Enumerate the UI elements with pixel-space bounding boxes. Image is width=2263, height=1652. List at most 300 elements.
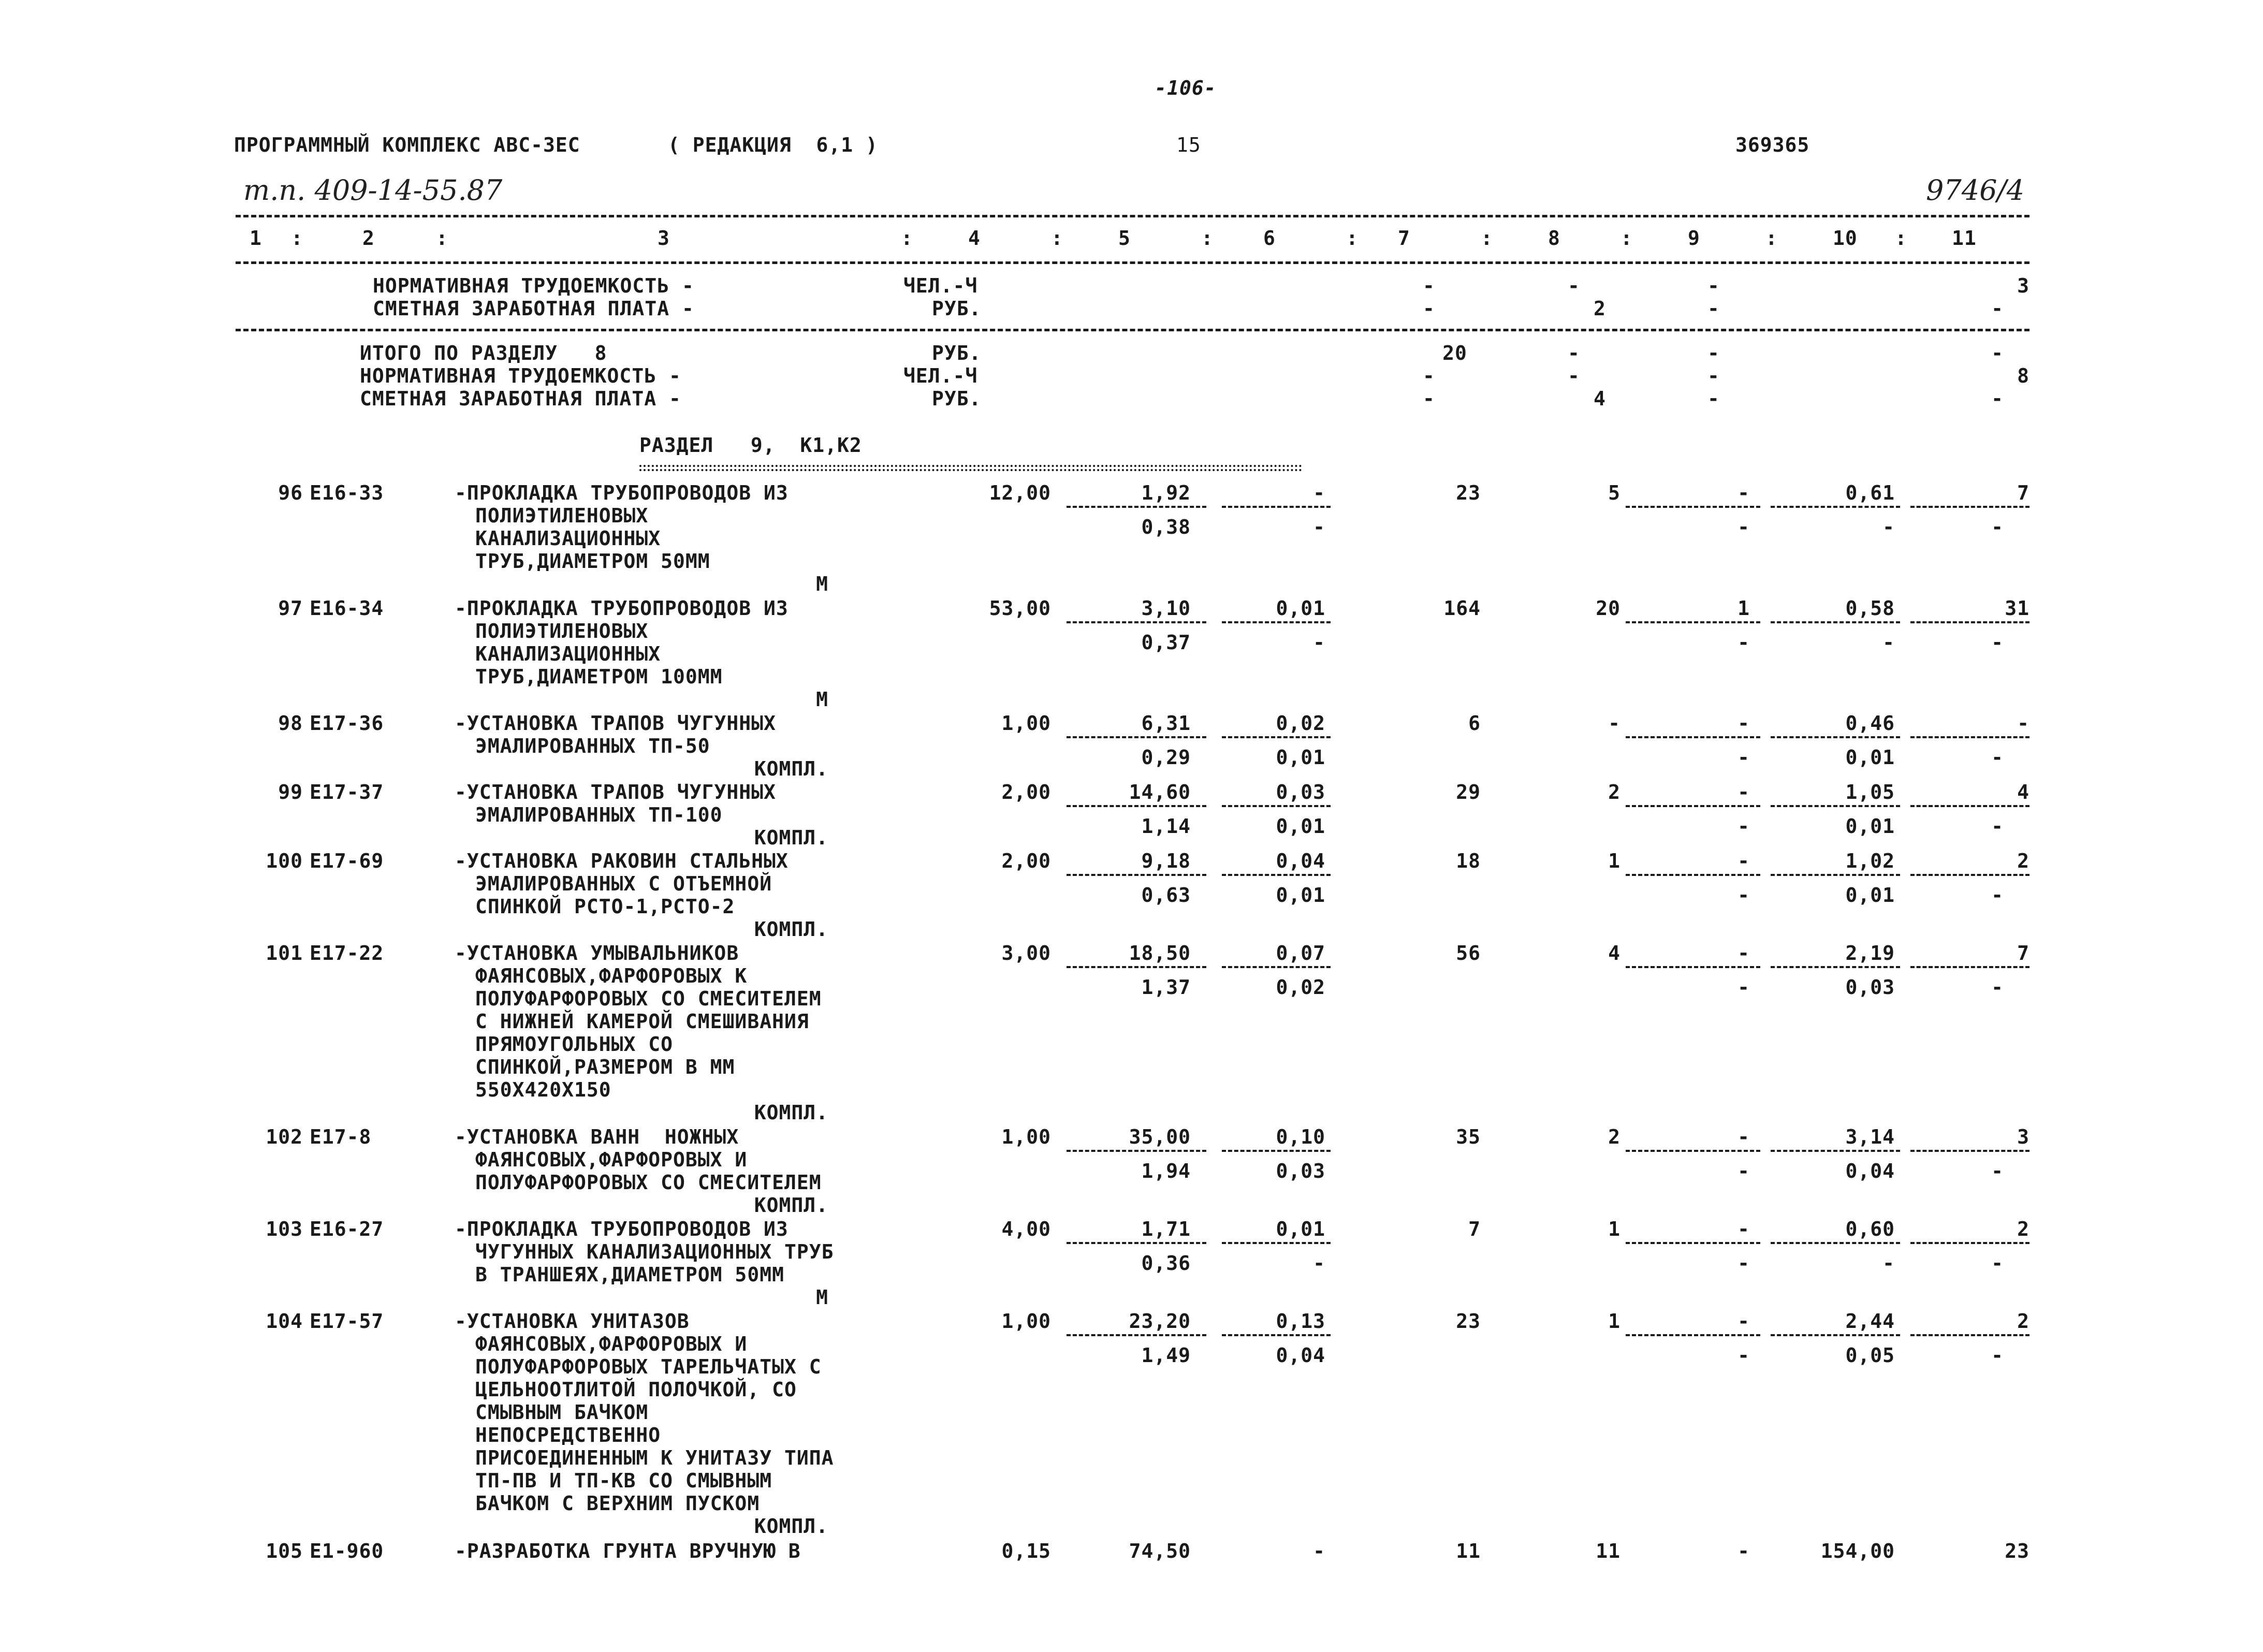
summary-labor-c11: 3 (2017, 274, 2030, 297)
handwritten-project-number: т.п. 409-14-55.87 (243, 174, 503, 207)
row-labor-machinist-total: - (1991, 815, 2004, 838)
row-code: Е17-8 (310, 1125, 372, 1148)
row-labor-total: 2 (2017, 1218, 2030, 1240)
row-labor-unit: 0,58 (1845, 597, 1895, 620)
row-number: 104 (266, 1310, 303, 1333)
row-number: 96 (278, 481, 303, 504)
row-unit-cost: 23,20 (1129, 1310, 1191, 1333)
row-unit-cost: 74,50 (1129, 1540, 1191, 1562)
row-total-machine: - (1738, 1540, 1750, 1562)
column-divider: : (1895, 227, 1907, 250)
row-code: Е17-36 (310, 712, 384, 735)
row-labor-total: 2 (2017, 850, 2030, 872)
row-description-line: -РАЗРАБОТКА ГРУНТА ВРУЧНУЮ В (455, 1540, 801, 1562)
total-wage-c9: - (1707, 387, 1720, 410)
row-quantity: 1,00 (1001, 1310, 1051, 1333)
value-separator-line (1626, 506, 1760, 508)
summary-rule (236, 329, 2030, 331)
row-total-cost: 35 (1456, 1125, 1481, 1148)
total-c8: - (1568, 342, 1580, 364)
row-total-cost: 164 (1443, 597, 1481, 620)
row-unit: КОМПЛ. (754, 1101, 828, 1124)
value-separator-line (1067, 1334, 1206, 1336)
row-quantity: 2,00 (1001, 850, 1051, 872)
row-quantity: 3,00 (1001, 942, 1051, 964)
value-separator-line (1222, 621, 1331, 623)
row-description-line: ЭМАЛИРОВАННЫХ С ОТЪЕМНОЙ (475, 872, 772, 895)
value-separator-line (1771, 621, 1900, 623)
total-labor-c7: - (1423, 364, 1435, 387)
value-separator-line (1910, 621, 2030, 623)
value-separator-line (1626, 1242, 1760, 1244)
row-unit: КОМПЛ. (754, 826, 828, 849)
row-total-wage: 4 (1608, 942, 1620, 964)
row-unit-machinist-wage: 0,03 (1276, 1160, 1325, 1182)
row-quantity: 4,00 (1001, 1218, 1051, 1240)
row-labor-unit: 0,60 (1845, 1218, 1895, 1240)
row-labor-machinist-unit: - (1882, 516, 1895, 538)
row-description-line: ТРУБ,ДИАМЕТРОМ 100ММ (475, 665, 723, 688)
summary-wage-label: СМЕТНАЯ ЗАРАБОТНАЯ ПЛАТА - (373, 297, 694, 320)
row-unit-machine-cost: - (1313, 481, 1325, 504)
value-separator-line (1222, 1242, 1331, 1244)
row-number: 102 (266, 1125, 303, 1148)
row-labor-machinist-total: - (1991, 884, 2004, 907)
row-total-machine: 1 (1738, 597, 1750, 620)
row-total-cost: 6 (1468, 712, 1481, 735)
column-header-6: 6 (1263, 227, 1276, 250)
row-unit-cost: 3,10 (1141, 597, 1191, 620)
row-unit-machine-cost: - (1313, 1540, 1325, 1562)
summary-labor-c7: - (1423, 274, 1435, 297)
row-total-machine: - (1738, 942, 1750, 964)
column-divider: : (1051, 227, 1063, 250)
row-unit: КОМПЛ. (754, 1194, 828, 1217)
row-total-machinist-wage: - (1738, 631, 1750, 654)
value-separator-line (1222, 506, 1331, 508)
row-labor-machinist-unit: 0,01 (1845, 815, 1895, 838)
total-wage-unit: РУБ. (932, 387, 982, 410)
value-separator-line (1771, 506, 1900, 508)
column-divider: : (901, 227, 913, 250)
total-wage-c8: 4 (1594, 387, 1606, 410)
row-total-wage: 11 (1596, 1540, 1620, 1562)
value-separator-line (1222, 1150, 1331, 1152)
row-unit-wage: 1,37 (1141, 976, 1191, 999)
row-description-line: ТРУБ,ДИАМЕТРОМ 50ММ (475, 550, 710, 573)
row-labor-total: 3 (2017, 1125, 2030, 1148)
column-header-1: 1 (250, 227, 262, 250)
row-description-line: ПРЯМОУГОЛЬНЫХ СО (475, 1033, 674, 1056)
row-description-line: -УСТАНОВКА УНИТАЗОВ (455, 1310, 690, 1333)
top-rule (236, 215, 2030, 217)
row-unit-wage: 1,14 (1141, 815, 1191, 838)
column-divider: : (436, 227, 448, 250)
row-description-line: -УСТАНОВКА ТРАПОВ ЧУГУННЫХ (455, 712, 776, 735)
value-separator-line (1067, 1150, 1206, 1152)
row-unit-machine-cost: 0,10 (1276, 1125, 1325, 1148)
row-description-line: ФАЯНСОВЫХ,ФАРФОРОВЫХ К (475, 964, 748, 987)
summary-wage-c11: - (1991, 297, 2004, 320)
value-separator-line (1771, 1150, 1900, 1152)
section-title-underline-2 (639, 469, 1302, 471)
program-name: ПРОГРАММНЫЙ КОМПЛЕКС АВС-3ЕС (234, 134, 580, 156)
value-separator-line (1910, 966, 2030, 968)
row-labor-unit: 154,00 (1820, 1540, 1895, 1562)
value-separator-line (1910, 1242, 2030, 1244)
value-separator-line (1626, 874, 1760, 876)
summary-wage-c9: - (1707, 297, 1720, 320)
column-divider: : (291, 227, 303, 250)
row-labor-machinist-unit: - (1882, 1252, 1895, 1275)
row-description-line: ПОЛУФАРФОРОВЫХ ТАРЕЛЬЧАТЫХ С (475, 1355, 822, 1378)
column-header-9: 9 (1688, 227, 1700, 250)
value-separator-line (1910, 1150, 2030, 1152)
row-total-wage: - (1608, 712, 1620, 735)
row-unit-cost: 14,60 (1129, 781, 1191, 803)
value-separator-line (1222, 805, 1331, 807)
total-labor-c8: - (1568, 364, 1580, 387)
row-labor-machinist-unit: 0,01 (1845, 884, 1895, 907)
row-labor-machinist-total: - (1991, 1160, 2004, 1182)
row-total-cost: 18 (1456, 850, 1481, 872)
row-number: 97 (278, 597, 303, 620)
row-unit-wage: 0,63 (1141, 884, 1191, 907)
row-code: Е16-27 (310, 1218, 384, 1240)
row-description-line: ЭМАЛИРОВАННЫХ ТП-50 (475, 735, 710, 757)
column-header-2: 2 (362, 227, 375, 250)
row-labor-total: 23 (2005, 1540, 2030, 1562)
row-unit: М (816, 688, 828, 711)
summary-wage-unit: РУБ. (932, 297, 982, 320)
row-total-machine: - (1738, 712, 1750, 735)
row-description-line: КАНАЛИЗАЦИОННЫХ (475, 527, 661, 550)
row-labor-total: 2 (2017, 1310, 2030, 1333)
summary-labor-c8: - (1568, 274, 1580, 297)
total-labor-c11: 8 (2017, 364, 2030, 387)
row-description-line: -УСТАНОВКА ТРАПОВ ЧУГУННЫХ (455, 781, 776, 803)
row-unit-machine-cost: 0,03 (1276, 781, 1325, 803)
row-total-machinist-wage: - (1738, 976, 1750, 999)
value-separator-line (1910, 506, 2030, 508)
row-labor-unit: 3,14 (1845, 1125, 1895, 1148)
value-separator-line (1067, 736, 1206, 738)
row-unit-cost: 35,00 (1129, 1125, 1191, 1148)
summary-wage-c8: 2 (1594, 297, 1606, 320)
summary-wage-c7: - (1423, 297, 1435, 320)
row-description-line: В ТРАНШЕЯХ,ДИАМЕТРОМ 50ММ (475, 1263, 784, 1286)
row-unit-machinist-wage: 0,01 (1276, 884, 1325, 907)
row-description-line: С НИЖНЕЙ КАМЕРОЙ СМЕШИВАНИЯ (475, 1010, 809, 1033)
value-separator-line (1067, 874, 1206, 876)
row-number: 105 (266, 1540, 303, 1562)
row-labor-unit: 0,61 (1845, 481, 1895, 504)
row-unit-machinist-wage: 0,01 (1276, 815, 1325, 838)
total-c11: - (1991, 342, 2004, 364)
row-labor-machinist-total: - (1991, 631, 2004, 654)
row-unit-machine-cost: 0,01 (1276, 597, 1325, 620)
total-labor-c9: - (1707, 364, 1720, 387)
row-total-wage: 5 (1608, 481, 1620, 504)
row-total-wage: 1 (1608, 1218, 1620, 1240)
row-description-line: 550Х420Х150 (475, 1078, 611, 1101)
total-label: ИТОГО ПО РАЗДЕЛУ 8 (360, 342, 607, 364)
row-description-line: СМЫВНЫМ БАЧКОМ (475, 1401, 649, 1424)
row-labor-unit: 1,02 (1845, 850, 1895, 872)
column-header-3: 3 (658, 227, 670, 250)
row-description-line: ЦЕЛЬНООТЛИТОЙ ПОЛОЧКОЙ, СО (475, 1378, 797, 1401)
row-number: 98 (278, 712, 303, 735)
row-description-line: ФАЯНСОВЫХ,ФАРФОРОВЫХ И (475, 1333, 748, 1355)
value-separator-line (1222, 874, 1331, 876)
row-number: 103 (266, 1218, 303, 1240)
row-description-line: БАЧКОМ С ВЕРХНИМ ПУСКОМ (475, 1492, 760, 1515)
row-description-line: ПРИСОЕДИНЕННЫМ К УНИТАЗУ ТИПА (475, 1446, 834, 1469)
row-labor-total: 4 (2017, 781, 2030, 803)
row-description-line: -УСТАНОВКА РАКОВИН СТАЛЬНЫХ (455, 850, 789, 872)
row-total-machine: - (1738, 781, 1750, 803)
column-divider: : (1481, 227, 1493, 250)
column-divider: : (1765, 227, 1778, 250)
row-unit-wage: 0,36 (1141, 1252, 1191, 1275)
row-code: Е17-22 (310, 942, 384, 964)
row-description-line: СПИНКОЙ РСТО-1,РСТО-2 (475, 895, 735, 918)
value-separator-line (1626, 1334, 1760, 1336)
row-labor-unit: 1,05 (1845, 781, 1895, 803)
row-unit-cost: 1,92 (1141, 481, 1191, 504)
row-unit-wage: 0,37 (1141, 631, 1191, 654)
row-description-line: НЕПОСРЕДСТВЕННО (475, 1424, 661, 1446)
summary-labor-label: НОРМАТИВНАЯ ТРУДОЕМКОСТЬ - (373, 274, 694, 297)
row-total-machinist-wage: - (1738, 1160, 1750, 1182)
row-total-wage: 1 (1608, 1310, 1620, 1333)
row-labor-unit: 0,46 (1845, 712, 1895, 735)
row-description-line: ПОЛИЭТИЛЕНОВЫХ (475, 504, 649, 527)
row-unit: КОМПЛ. (754, 757, 828, 780)
row-unit: КОМПЛ. (754, 1515, 828, 1538)
row-unit-machinist-wage: - (1313, 1252, 1325, 1275)
row-unit-cost: 18,50 (1129, 942, 1191, 964)
row-labor-total: - (2017, 712, 2030, 735)
value-separator-line (1067, 966, 1206, 968)
summary-labor-unit: ЧЕЛ.-Ч (903, 274, 978, 297)
total-unit: РУБ. (932, 342, 982, 364)
row-labor-machinist-total: - (1991, 1252, 2004, 1275)
column-header-11: 11 (1952, 227, 1977, 250)
row-quantity: 1,00 (1001, 712, 1051, 735)
row-description-line: ПОЛУФАРФОРОВЫХ СО СМЕСИТЕЛЕМ (475, 987, 822, 1010)
row-total-machinist-wage: - (1738, 1344, 1750, 1367)
row-total-wage: 20 (1596, 597, 1620, 620)
value-separator-line (1222, 736, 1331, 738)
row-total-machine: - (1738, 1125, 1750, 1148)
value-separator-line (1910, 874, 2030, 876)
row-total-cost: 29 (1456, 781, 1481, 803)
column-header-7: 7 (1398, 227, 1410, 250)
row-total-cost: 11 (1456, 1540, 1481, 1562)
row-description-line: ПОЛУФАРФОРОВЫХ СО СМЕСИТЕЛЕМ (475, 1171, 822, 1194)
total-c9: - (1707, 342, 1720, 364)
row-unit-machine-cost: 0,04 (1276, 850, 1325, 872)
row-number: 99 (278, 781, 303, 803)
row-unit-machinist-wage: - (1313, 631, 1325, 654)
row-labor-machinist-unit: 0,03 (1845, 976, 1895, 999)
row-unit-cost: 6,31 (1141, 712, 1191, 735)
row-description-line: ТП-ПВ И ТП-КВ СО СМЫВНЫМ (475, 1469, 772, 1492)
row-total-cost: 56 (1456, 942, 1481, 964)
row-labor-unit: 2,44 (1845, 1310, 1895, 1333)
column-header-5: 5 (1118, 227, 1131, 250)
row-total-machinist-wage: - (1738, 884, 1750, 907)
value-separator-line (1067, 621, 1206, 623)
row-total-cost: 23 (1456, 481, 1481, 504)
row-code: Е1-960 (310, 1540, 384, 1562)
row-total-cost: 23 (1456, 1310, 1481, 1333)
value-separator-line (1067, 1242, 1206, 1244)
row-labor-machinist-total: - (1991, 976, 2004, 999)
row-unit-wage: 1,94 (1141, 1160, 1191, 1182)
row-unit-cost: 9,18 (1141, 850, 1191, 872)
row-code: Е17-37 (310, 781, 384, 803)
row-description-line: СПИНКОЙ,РАЗМЕРОМ В ММ (475, 1056, 735, 1078)
total-c7: 20 (1442, 342, 1467, 364)
header-bottom-rule (236, 261, 2030, 264)
row-labor-total: 31 (2005, 597, 2030, 620)
row-unit-wage: 0,38 (1141, 516, 1191, 538)
row-labor-machinist-unit: 0,05 (1845, 1344, 1895, 1367)
column-header-8: 8 (1548, 227, 1560, 250)
row-description-line: ЧУГУННЫХ КАНАЛИЗАЦИОННЫХ ТРУБ (475, 1240, 834, 1263)
value-separator-line (1626, 736, 1760, 738)
row-total-machine: - (1738, 481, 1750, 504)
document-code: 369365 (1735, 134, 1810, 156)
row-total-cost: 7 (1468, 1218, 1481, 1240)
row-description-line: -ПРОКЛАДКА ТРУБОПРОВОДОВ ИЗ (455, 1218, 789, 1240)
value-separator-line (1771, 966, 1900, 968)
row-unit-machine-cost: 0,01 (1276, 1218, 1325, 1240)
row-total-machinist-wage: - (1738, 746, 1750, 769)
row-labor-machinist-total: - (1991, 1344, 2004, 1367)
row-code: Е17-57 (310, 1310, 384, 1333)
row-code: Е16-33 (310, 481, 384, 504)
value-separator-line (1067, 506, 1206, 508)
handwritten-doc-number: 9746/4 (1926, 174, 2024, 207)
row-number: 100 (266, 850, 303, 872)
row-total-machinist-wage: - (1738, 815, 1750, 838)
value-separator-line (1771, 1242, 1900, 1244)
row-total-machinist-wage: - (1738, 1252, 1750, 1275)
row-quantity: 2,00 (1001, 781, 1051, 803)
row-number: 101 (266, 942, 303, 964)
value-separator-line (1910, 1334, 2030, 1336)
section-title-underline (639, 465, 1302, 467)
row-labor-total: 7 (2017, 942, 2030, 964)
row-quantity: 0,15 (1001, 1540, 1051, 1562)
row-description-line: -УСТАНОВКА УМЫВАЛЬНИКОВ (455, 942, 739, 964)
column-divider: : (1201, 227, 1214, 250)
row-unit: М (816, 1286, 828, 1309)
row-description-line: -ПРОКЛАДКА ТРУБОПРОВОДОВ ИЗ (455, 597, 789, 620)
row-quantity: 12,00 (989, 481, 1051, 504)
row-description-line: -ПРОКЛАДКА ТРУБОПРОВОДОВ ИЗ (455, 481, 789, 504)
value-separator-line (1067, 805, 1206, 807)
column-header-10: 10 (1833, 227, 1858, 250)
row-unit: М (816, 573, 828, 595)
sheet-number: 15 (1176, 134, 1201, 156)
value-separator-line (1910, 736, 2030, 738)
row-description-line: КАНАЛИЗАЦИОННЫХ (475, 642, 661, 665)
row-unit-machinist-wage: 0,02 (1276, 976, 1325, 999)
row-total-wage: 1 (1608, 850, 1620, 872)
row-labor-machinist-total: - (1991, 516, 2004, 538)
row-labor-unit: 2,19 (1845, 942, 1895, 964)
row-code: Е17-69 (310, 850, 384, 872)
row-labor-machinist-total: - (1991, 746, 2004, 769)
row-total-machine: - (1738, 1218, 1750, 1240)
column-divider: : (1620, 227, 1633, 250)
value-separator-line (1626, 621, 1760, 623)
row-description-line: ЭМАЛИРОВАННЫХ ТП-100 (475, 803, 723, 826)
row-quantity: 53,00 (989, 597, 1051, 620)
row-unit-wage: 0,29 (1141, 746, 1191, 769)
value-separator-line (1222, 966, 1331, 968)
row-labor-machinist-unit: 0,04 (1845, 1160, 1895, 1182)
row-unit-machine-cost: 0,13 (1276, 1310, 1325, 1333)
row-total-wage: 2 (1608, 781, 1620, 803)
value-separator-line (1771, 1334, 1900, 1336)
row-code: Е16-34 (310, 597, 384, 620)
section-title: РАЗДЕЛ 9, К1,К2 (639, 434, 862, 457)
summary-labor-c9: - (1707, 274, 1720, 297)
page-number: -106- (1155, 77, 1217, 99)
row-unit-machinist-wage: 0,01 (1276, 746, 1325, 769)
total-wage-label: СМЕТНАЯ ЗАРАБОТНАЯ ПЛАТА - (360, 387, 681, 410)
value-separator-line (1771, 805, 1900, 807)
value-separator-line (1626, 966, 1760, 968)
value-separator-line (1771, 736, 1900, 738)
column-divider: : (1346, 227, 1359, 250)
row-total-machine: - (1738, 850, 1750, 872)
value-separator-line (1626, 1150, 1760, 1152)
row-labor-machinist-unit: 0,01 (1845, 746, 1895, 769)
row-unit-wage: 1,49 (1141, 1344, 1191, 1367)
total-labor-unit: ЧЕЛ.-Ч (903, 364, 978, 387)
row-total-wage: 2 (1608, 1125, 1620, 1148)
row-total-machine: - (1738, 1310, 1750, 1333)
value-separator-line (1771, 874, 1900, 876)
row-quantity: 1,00 (1001, 1125, 1051, 1148)
row-unit-machinist-wage: 0,04 (1276, 1344, 1325, 1367)
row-description-line: ФАЯНСОВЫХ,ФАРФОРОВЫХ И (475, 1148, 748, 1171)
value-separator-line (1222, 1334, 1331, 1336)
total-wage-c7: - (1423, 387, 1435, 410)
edition-label: ( РЕДАКЦИЯ 6,1 ) (668, 134, 878, 156)
row-description-line: -УСТАНОВКА ВАНН НОЖНЫХ (455, 1125, 739, 1148)
row-unit-machinist-wage: - (1313, 516, 1325, 538)
total-wage-c11: - (1991, 387, 2004, 410)
value-separator-line (1626, 805, 1760, 807)
row-description-line: ПОЛИЭТИЛЕНОВЫХ (475, 620, 649, 642)
column-header-4: 4 (968, 227, 981, 250)
row-unit-machine-cost: 0,07 (1276, 942, 1325, 964)
total-labor-label: НОРМАТИВНАЯ ТРУДОЕМКОСТЬ - (360, 364, 681, 387)
row-labor-machinist-unit: - (1882, 631, 1895, 654)
row-unit-cost: 1,71 (1141, 1218, 1191, 1240)
row-unit: КОМПЛ. (754, 918, 828, 941)
row-labor-total: 7 (2017, 481, 2030, 504)
row-total-machinist-wage: - (1738, 516, 1750, 538)
value-separator-line (1910, 805, 2030, 807)
